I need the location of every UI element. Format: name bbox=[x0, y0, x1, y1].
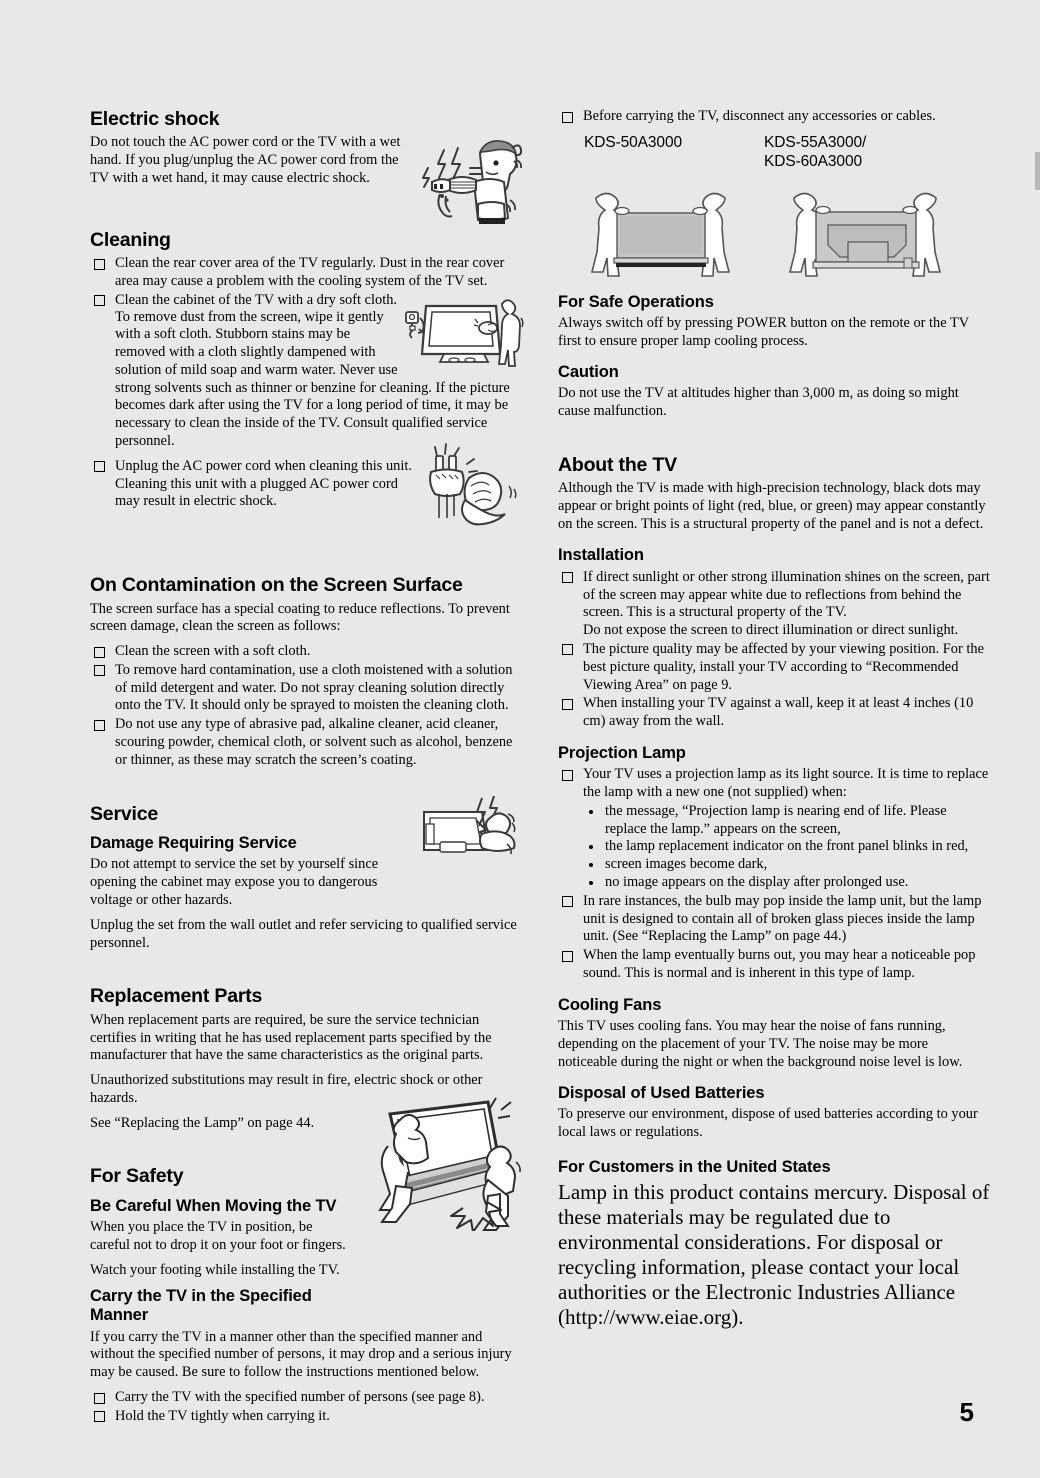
heading-safe-operations: For Safe Operations bbox=[558, 292, 714, 311]
subheading-carry-tv-specified-manner: Carry the TV in the Specified Manner bbox=[90, 1286, 312, 1325]
list-item-text: The picture quality may be affected by your viewing position. For the best picture quality, install your TV according to “Recommended Viewing Area” on page 9. bbox=[583, 640, 984, 693]
checkbox-icon bbox=[562, 644, 573, 655]
list-item bbox=[90, 662, 522, 715]
list-item-text: screen images become dark, bbox=[605, 856, 768, 873]
checkbox-icon bbox=[94, 665, 105, 676]
checkbox-icon bbox=[94, 461, 105, 472]
text-cooling-fans-body: This TV uses cooling fans. You may hear the noise of fans running, depending on the placement of your TV. The noise may be more noticeable during the night or when the background noise level is low. bbox=[558, 1018, 963, 1070]
checkbox-icon bbox=[562, 112, 573, 123]
text-us-customers-body: Lamp in this product contains mercury. Disposal of these materials may be regulated due to environmental considerations. For disposal or recycling information, please contact your local authorities or the Electronic Industries Alliance (http://www.eiae.org). bbox=[558, 1180, 990, 1329]
list-item bbox=[90, 716, 522, 769]
text-replacement-body2: Unauthorized substitutions may result in fire, electric shock or other hazards. bbox=[90, 1072, 483, 1106]
list-item bbox=[558, 641, 990, 694]
heading-contamination: On Contamination on the Screen Surface bbox=[90, 574, 463, 597]
list-item-text: When installing your TV against a wall, keep it at least 4 inches (10 cm) away from the wall. bbox=[583, 695, 974, 730]
figure-tv-screen-wiping bbox=[402, 292, 524, 372]
checkbox-icon bbox=[94, 720, 105, 731]
right-column bbox=[558, 108, 990, 1330]
list-item bbox=[558, 695, 990, 731]
list-carry bbox=[90, 1389, 522, 1426]
text-service-body2: Unplug the set from the wall outlet and refer servicing to qualified service personnel. bbox=[90, 916, 517, 951]
list-item-text: Unplug the AC power cord when cleaning this unit. Cleaning this unit with a plugged AC power cord may result in electric shock. bbox=[115, 457, 412, 510]
list-projection-lamp bbox=[558, 766, 990, 982]
text-replacement-body3: See “Replacing the Lamp” on page 44. bbox=[90, 1114, 315, 1131]
text-about-the-tv-body: Although the TV is made with high-precision technology, black dots may appear or bright points of light (red, blue, or green) may appear constantly on the screen. This is a structural property of the panel and is not a defect. bbox=[558, 480, 986, 532]
list-item-text: In rare instances, the bulb may pop inside the lamp unit, but the lamp unit is designed to contain all of broken glass pieces inside the lamp unit. (See “Replacing the Lamp” on page 44.) bbox=[583, 892, 982, 945]
list-item bbox=[90, 643, 522, 661]
list-item bbox=[90, 255, 522, 291]
text-safe-operations-body: Always switch off by pressing POWER button on the remote or the TV first to ensure proper lamp cooling process. bbox=[558, 315, 969, 349]
checkbox-icon bbox=[562, 896, 573, 907]
model-label-group-a bbox=[584, 133, 764, 172]
heading-installation: Installation bbox=[558, 546, 644, 565]
list-item-text: Hold the TV tightly when carrying it. bbox=[115, 1407, 330, 1424]
list-item-text: Do not use any type of abrasive pad, alkaline cleaner, acid cleaner, scouring powder, chemical cloth, or solvent such as alcohol, benzene or thinner, as these may scratch the screen’s coating. bbox=[115, 716, 513, 768]
text-contamination-body: The screen surface has a special coating to reduce reflections. To prevent screen damage, clean the screen as follows: bbox=[90, 600, 510, 635]
list-item bbox=[558, 569, 990, 640]
heading-for-safety: For Safety bbox=[90, 1165, 184, 1188]
sublist-lamp-conditions bbox=[583, 803, 990, 892]
list-item bbox=[90, 1408, 522, 1426]
list-item-text: If direct sunlight or other strong illumination shines on the screen, part of the screen may appear white due to reflections from behind the screen. This is a structural property of the TV. bbox=[583, 568, 990, 621]
carry-figures-row bbox=[558, 180, 990, 285]
list-installation bbox=[558, 569, 990, 731]
list-item-text: Before carrying the TV, disconnect any accessories or cables. bbox=[583, 108, 936, 124]
checkbox-icon bbox=[562, 951, 573, 962]
page-number: 5 bbox=[959, 1397, 974, 1427]
model-label-60a3000: KDS-60A3000 bbox=[764, 153, 862, 171]
list-item bbox=[583, 838, 990, 856]
text-service-body1: Do not attempt to service the set by yourself since opening the cabinet may expose you to dangerous voltage or other hazards. bbox=[90, 856, 379, 909]
heading-cooling-fans: Cooling Fans bbox=[558, 995, 662, 1014]
text-cleaning-continuation-wrapped: To remove dust from the screen, wipe it gently with a soft cloth. Stubborn stains may be removed with a cloth slightly dampened with solution of mild soap and warm water. Never use bbox=[115, 308, 398, 378]
model-label-group-b bbox=[764, 133, 964, 172]
bullet-icon bbox=[589, 881, 593, 885]
checkbox-icon bbox=[562, 699, 573, 710]
text-cleaning-continuation-full: strong solvents such as thinner or benzine for cleaning. If the picture becomes dark after using the TV for a long period of time, it may be necessary to clean the inside of the TV. Consult qualified service personnel. bbox=[115, 379, 510, 449]
heading-replacement-parts: Replacement Parts bbox=[90, 985, 263, 1008]
figure-carry-50a3000 bbox=[568, 180, 768, 285]
list-before-carrying bbox=[558, 108, 990, 126]
list-item-text: To remove hard contamination, use a cloth moistened with a solution of mild detergent and water. Do not spray cleaning solution directly onto the TV. It should only be sprayed to moisten the cleaning cloth. bbox=[115, 661, 513, 714]
checkbox-icon bbox=[562, 770, 573, 781]
list-item-text: the message, “Projection lamp is nearing end of life. Please replace the lamp.” appears on the screen, bbox=[605, 802, 947, 837]
subheading-damage-requiring-service: Damage Requiring Service bbox=[90, 834, 297, 852]
heading-cleaning: Cleaning bbox=[90, 228, 171, 251]
list-item bbox=[583, 803, 990, 839]
model-label-50a3000: KDS-50A3000 bbox=[584, 133, 682, 151]
list-item bbox=[558, 766, 990, 891]
checkbox-icon bbox=[94, 647, 105, 658]
text-carry-body: If you carry the TV in a manner other than the specified manner and without the specified number of persons, it may drop and a serious injury may be caused. Be sure to follow the instructions mentioned below. bbox=[90, 1328, 512, 1381]
text-electric-shock-body: Do not touch the AC power cord or the TV with a wet hand. If you plug/unplug the AC power cord from the TV with a wet hand, it may cause electric shock. bbox=[90, 134, 401, 186]
page-edge-tab-marker bbox=[1035, 152, 1040, 190]
heading-service: Service bbox=[90, 802, 158, 825]
checkbox-icon bbox=[94, 1411, 105, 1422]
list-item-text: Clean the screen with a soft cloth. bbox=[115, 643, 311, 660]
checkbox-icon bbox=[94, 259, 105, 270]
list-item bbox=[558, 947, 990, 983]
list-item bbox=[558, 893, 990, 946]
checkbox-icon bbox=[94, 1393, 105, 1404]
list-item-text-continued: Do not expose the screen to direct illumination or direct sunlight. bbox=[583, 622, 959, 639]
subheading-be-careful-when-moving: Be Careful When Moving the TV bbox=[90, 1196, 337, 1215]
heading-disposal-batteries: Disposal of Used Batteries bbox=[558, 1083, 765, 1102]
list-item-text: the lamp replacement indicator on the front panel blinks in red, bbox=[605, 838, 969, 855]
text-replacement-body1: When replacement parts are required, be sure the service technician certifies in writing that he has used replacement parts specified by the manufacturer that have the same characteristics as the original parts. bbox=[90, 1011, 492, 1064]
text-moving-body1: When you place the TV in position, be careful not to drop it on your foot or fingers. bbox=[90, 1219, 346, 1254]
list-item bbox=[583, 874, 990, 892]
model-label-55a3000: KDS-55A3000/ bbox=[764, 133, 867, 151]
list-item-text: no image appears on the display after prolonged use. bbox=[605, 874, 909, 891]
list-item-text: Your TV uses a projection lamp as its light source. It is time to replace the lamp with a new one (not supplied) when: bbox=[583, 766, 989, 801]
checkbox-icon bbox=[94, 295, 105, 306]
figure-ac-plug-cleaning bbox=[425, 442, 523, 527]
heading-about-the-tv: About the TV bbox=[558, 453, 677, 476]
text-disposal-body: To preserve our environment, dispose of used batteries according to your local laws or regulations. bbox=[558, 1105, 978, 1140]
figure-damaged-tv-service bbox=[420, 790, 520, 872]
list-item bbox=[90, 1389, 522, 1407]
bullet-icon bbox=[589, 845, 593, 849]
list-item-text: Clean the rear cover area of the TV regularly. Dust in the rear cover area may cause a problem with the cooling system of the TV set. bbox=[115, 255, 505, 289]
text-caution-body: Do not use the TV at altitudes higher than 3,000 m, as doing so might cause malfunction. bbox=[558, 385, 959, 419]
list-item-text: When the lamp eventually burns out, you may hear a noticeable pop sound. This is normal and is inherent in this type of lamp. bbox=[583, 947, 976, 981]
figure-carry-55-60a3000 bbox=[768, 180, 978, 285]
list-item bbox=[583, 856, 990, 874]
figure-electric-shock bbox=[418, 138, 524, 233]
heading-electric-shock: Electric shock bbox=[90, 108, 220, 130]
heading-us-customers: For Customers in the United States bbox=[558, 1157, 831, 1176]
heading-caution: Caution bbox=[558, 362, 619, 381]
bullet-icon bbox=[589, 810, 593, 814]
list-item-text: Carry the TV with the specified number of persons (see page 8). bbox=[115, 1389, 485, 1405]
list-item bbox=[558, 108, 990, 126]
checkbox-icon bbox=[562, 572, 573, 583]
model-label-row bbox=[558, 133, 990, 172]
heading-projection-lamp: Projection Lamp bbox=[558, 743, 686, 762]
bullet-icon bbox=[589, 863, 593, 867]
figure-two-people-moving-tv bbox=[368, 1096, 524, 1231]
text-moving-body2: Watch your footing while installing the TV. bbox=[90, 1261, 340, 1278]
list-item-text: Clean the cabinet of the TV with a dry soft cloth. bbox=[115, 291, 398, 308]
list-contamination bbox=[90, 643, 522, 769]
